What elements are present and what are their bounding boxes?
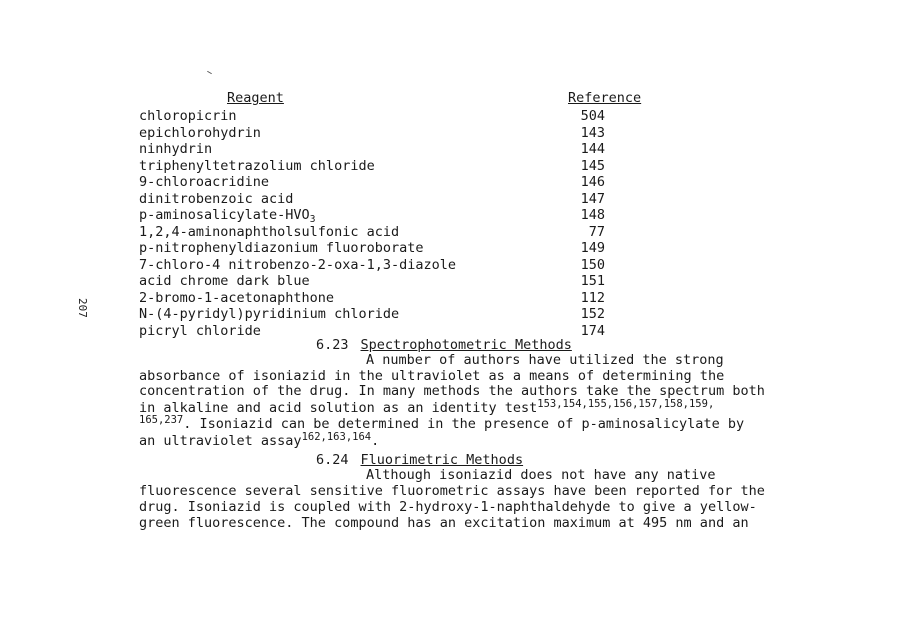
section-heading-spectrophotometric	[316, 337, 572, 353]
paragraph-line: A number of authors have utilized the strong	[366, 352, 724, 368]
reference-number: 147	[580, 190, 605, 207]
scan-mark	[207, 71, 212, 74]
reagent-name: acid chrome dark blue	[139, 273, 310, 289]
paragraph-line	[139, 414, 744, 432]
reagent-name-subscript: 3	[309, 214, 316, 225]
paragraph-text: .	[371, 433, 380, 449]
paragraph-text: . Isoniazid can be determined in the presence of p-aminosalicylate by	[183, 416, 745, 432]
citation-superscript: 153,154,155,156,157,158,159,	[537, 398, 715, 410]
paragraph-line: absorbance of isoniazid in the ultraviolet as a means of determining the	[139, 368, 725, 384]
section-heading-fluorimetric	[316, 452, 523, 468]
reference-number: 151	[580, 273, 605, 289]
reagent-name: p-nitrophenyldiazonium fluoroborate	[139, 240, 424, 256]
paragraph-line: Although isoniazid does not have any native	[366, 467, 716, 483]
reagent-column-header: Reagent	[227, 90, 284, 106]
reagent-name: 2-bromo-1-acetonaphthone	[139, 289, 335, 306]
reference-number: 174	[580, 322, 605, 339]
reagent-name	[139, 207, 315, 225]
reference-number: 143	[580, 124, 605, 141]
reference-column-header: Reference	[568, 90, 642, 106]
paragraph-text: an ultraviolet assay	[139, 433, 302, 449]
reference-number: 77	[588, 223, 605, 240]
reagent-name: dinitrobenzoic acid	[139, 190, 294, 207]
reference-number: 149	[580, 240, 605, 256]
reagent-name: epichlorohydrin	[139, 124, 261, 141]
reagent-name: triphenyltetrazolium chloride	[139, 157, 375, 174]
reference-number: 148	[580, 207, 605, 223]
paragraph-line: drug. Isoniazid is coupled with 2-hydroxy-1-naphthaldehyde to give a yellow-	[139, 499, 757, 515]
reagent-name: chloropicrin	[139, 108, 237, 124]
citation-superscript: 165,237	[139, 414, 184, 426]
paragraph-line: concentration of the drug. In many methods the authors take the spectrum both	[139, 383, 765, 399]
reference-number: 146	[580, 174, 605, 190]
reference-number: 144	[580, 141, 605, 157]
reference-number: 150	[580, 256, 605, 273]
paragraph-text: in alkaline and acid solution as an identity test	[139, 400, 538, 416]
section-number: 6.23	[316, 337, 349, 353]
reagent-name: picryl chloride	[139, 322, 261, 339]
reagent-name: 1,2,4-aminonaphtholsulfonic acid	[139, 223, 400, 240]
reagent-name: ninhydrin	[139, 141, 213, 157]
reagent-name-main: p-aminosalicylate-HVO	[139, 207, 310, 223]
reference-number: 145	[580, 157, 605, 174]
paragraph-line: green fluorescence. The compound has an excitation maximum at 495 nm and an	[139, 515, 749, 531]
reference-number: 112	[580, 289, 605, 306]
page-number: 207	[76, 298, 89, 318]
reagent-name: 7-chloro-4 nitrobenzo-2-oxa-1,3-diazole	[139, 256, 456, 273]
reference-number: 152	[580, 306, 605, 322]
reagent-name: 9-chloroacridine	[139, 174, 270, 190]
reference-number: 504	[580, 108, 605, 124]
reagent-name: N-(4-pyridyl)pyridinium chloride	[139, 306, 400, 322]
paragraph-line	[139, 431, 379, 449]
section-title: Fluorimetric Methods	[360, 452, 524, 468]
paragraph-line: fluorescence several sensitive fluorometric assays have been reported for the	[139, 483, 765, 499]
citation-superscript: 162,163,164	[301, 431, 372, 443]
section-number: 6.24	[316, 452, 349, 468]
section-title: Spectrophotometric Methods	[360, 337, 572, 353]
